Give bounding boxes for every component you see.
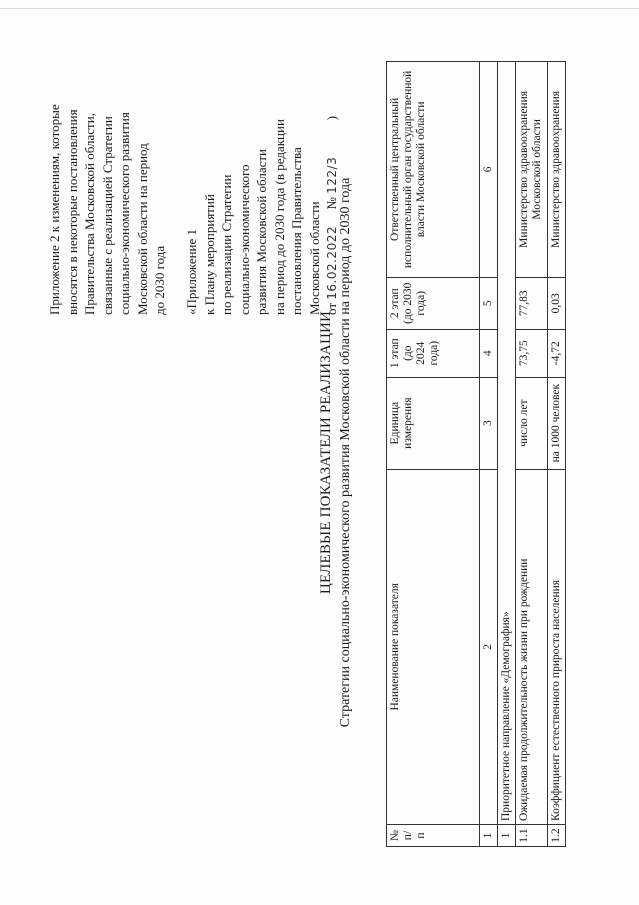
column-number: 4: [480, 329, 498, 377]
row-num: 1.2: [548, 825, 566, 847]
handwritten-number: 122/3: [325, 156, 339, 194]
page-title: ЦЕЛЕВЫЕ ПОКАЗАТЕЛИ РЕАЛИЗАЦИИ: [318, 310, 334, 595]
plan-note-line: на период до 2030 года (в редакции: [271, 119, 287, 315]
appendix-line: социально-экономического развития: [117, 112, 132, 315]
column-number: 5: [480, 277, 498, 329]
row-stage2: 77,83: [516, 277, 548, 329]
column-number: 2: [480, 469, 498, 824]
table-header-row: [387, 62, 480, 847]
appendix-line: вносятся в некоторые постановления: [64, 109, 80, 315]
column-number: 3: [480, 377, 498, 469]
row-stage2: 0,03: [548, 277, 566, 329]
section-row: [498, 62, 516, 847]
appendix-line: Московской области на период: [134, 143, 150, 315]
header-stage2: 2 этап (до 2030 года): [387, 277, 480, 329]
table-row: [516, 62, 548, 847]
page-subtitle: Стратегии социально-экономического развития Московской области на период до 2030 года: [338, 177, 353, 728]
header-num: № п/п: [387, 825, 480, 847]
number-prefix: №: [324, 197, 339, 210]
date-prefix: от: [324, 302, 339, 315]
column-number: 1: [480, 825, 498, 847]
section-num: 1: [498, 825, 516, 847]
plan-note-line: социально-экономического: [236, 164, 252, 315]
table-row: [548, 62, 566, 847]
closing-paren: ): [324, 115, 339, 121]
header-unit: Единица измерения: [387, 377, 480, 469]
plan-note-line: развития Московской области: [254, 148, 269, 315]
appendix-line: связанные с реализацией Стратегии: [99, 116, 115, 315]
row-unit: число лет: [516, 377, 548, 469]
row-stage1: -4,72: [548, 329, 566, 377]
indicators-table: [386, 61, 566, 847]
header-org: Ответственный центральный исполнительный орган государственной власти Московской области: [387, 62, 480, 278]
plan-note-line: «Приложение 1: [184, 228, 199, 315]
header-stage1: 1 этап (до 2024 года): [387, 329, 480, 377]
handwritten-date: 16.02.2022: [325, 226, 339, 300]
plan-note-line: к Плану мероприятий: [201, 194, 217, 315]
row-org: Министерство здравоохранения: [548, 62, 566, 278]
row-name: Ожидаемая продолжительность жизни при рождении: [516, 469, 548, 824]
header-name: Наименование показателя: [387, 469, 480, 824]
plan-note-line: по реализации Стратегии: [219, 174, 234, 315]
appendix-line: до 2030 года: [152, 245, 167, 315]
section-label: Приоритетное направление «Демография»: [498, 62, 516, 825]
row-unit: на 1000 человек: [548, 377, 566, 469]
column-number-row: [480, 62, 498, 847]
row-stage1: 73,75: [516, 329, 548, 377]
column-number: 6: [480, 62, 498, 278]
appendix-note: [46, 104, 169, 315]
appendix-line: Приложение 2 к изменениям, которые: [47, 104, 62, 315]
appendix-line: Правительства Московской области,: [82, 113, 97, 315]
row-name: Коэффициент естественного прироста населения: [548, 469, 566, 824]
plan-note-line: постановления Правительства: [289, 147, 304, 315]
row-num: 1.1: [516, 825, 548, 847]
row-org: Министерство здравоохранения Московской области: [516, 62, 548, 278]
plan-note-line: Московской области: [306, 201, 322, 315]
